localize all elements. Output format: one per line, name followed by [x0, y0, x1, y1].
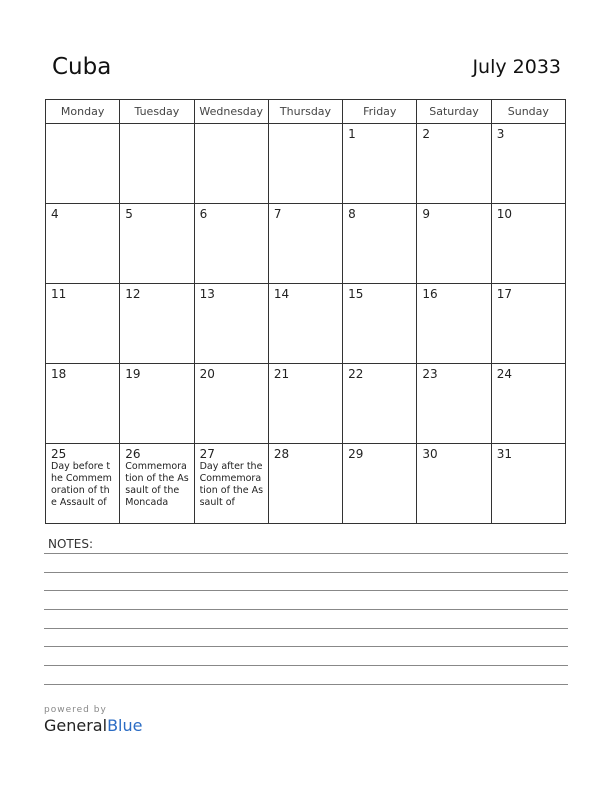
day-cell	[194, 204, 268, 284]
day-cell	[417, 204, 491, 284]
note-line	[44, 590, 568, 591]
day-cell	[194, 364, 268, 444]
day-number: 25	[51, 447, 67, 461]
day-cell	[343, 124, 417, 204]
calendar-grid	[45, 99, 566, 524]
brand-name	[44, 716, 142, 735]
weekday-header: Wednesday	[194, 100, 268, 124]
day-cell	[268, 444, 342, 524]
day-number: 7	[273, 207, 282, 221]
weekday-header-row	[46, 100, 566, 124]
day-cell	[120, 204, 194, 284]
powered-by-text: powered by	[44, 705, 107, 715]
day-number: 3	[496, 127, 505, 141]
day-number: 30	[422, 447, 438, 461]
day-number: 8	[348, 207, 356, 221]
week-row	[46, 204, 566, 284]
day-number: 11	[51, 287, 67, 301]
holiday-label: Day before the Commemoration of the Assault of	[51, 461, 112, 508]
day-number: 23	[422, 367, 438, 381]
day-number: 10	[496, 207, 512, 221]
brand-general: General	[44, 716, 108, 735]
day-cell	[417, 364, 491, 444]
day-number: 13	[199, 287, 215, 301]
day-cell	[417, 124, 491, 204]
day-number: 15	[348, 287, 364, 301]
day-number: 16	[422, 287, 438, 301]
day-cell	[268, 284, 342, 364]
day-cell	[417, 444, 491, 524]
note-line	[44, 609, 568, 610]
day-cell	[120, 284, 194, 364]
note-line	[44, 665, 568, 666]
weekday-header: Thursday	[268, 100, 342, 124]
country-title: Cuba	[52, 54, 112, 80]
day-number: 20	[199, 367, 215, 381]
day-number: 22	[348, 367, 364, 381]
week-row	[46, 364, 566, 444]
day-number: 17	[496, 287, 512, 301]
day-cell	[268, 124, 342, 204]
day-number: 5	[125, 207, 133, 221]
day-number: 12	[125, 287, 141, 301]
day-cell	[46, 204, 120, 284]
day-number: 26	[125, 447, 141, 461]
day-cell	[491, 284, 565, 364]
day-number: 31	[496, 447, 512, 461]
day-cell	[120, 364, 194, 444]
day-cell	[268, 364, 342, 444]
day-cell	[46, 124, 120, 204]
notes-label: NOTES:	[48, 537, 93, 551]
day-cell	[343, 364, 417, 444]
note-line	[44, 628, 568, 629]
day-cell	[120, 124, 194, 204]
day-cell	[491, 444, 565, 524]
day-cell	[194, 444, 268, 524]
day-number: 2	[422, 127, 431, 141]
brand-blue: Blue	[107, 716, 143, 735]
holiday-label: Day after the Commemoration of the Assault of	[199, 461, 264, 508]
weekday-header: Sunday	[491, 100, 565, 124]
day-cell	[268, 204, 342, 284]
day-number: 29	[348, 447, 364, 461]
day-number: 14	[273, 287, 290, 301]
day-cell	[343, 204, 417, 284]
day-number: 28	[273, 447, 290, 461]
day-cell	[417, 284, 491, 364]
day-number: 1	[348, 127, 356, 141]
day-number: 21	[273, 367, 290, 381]
day-cell	[120, 444, 194, 524]
day-number: 18	[51, 367, 67, 381]
day-cell	[491, 204, 565, 284]
day-number: 4	[51, 207, 59, 221]
week-row	[46, 444, 566, 524]
note-line	[44, 684, 568, 685]
weekday-header: Tuesday	[120, 100, 194, 124]
week-row	[46, 124, 566, 204]
day-number: 24	[496, 367, 512, 381]
day-number: 19	[125, 367, 141, 381]
day-number: 6	[199, 207, 208, 221]
note-line	[44, 572, 568, 573]
generalblue-logo	[44, 705, 142, 735]
day-cell	[343, 444, 417, 524]
weekday-header: Monday	[46, 100, 120, 124]
weekday-header: Friday	[343, 100, 417, 124]
day-number: 9	[422, 207, 431, 221]
day-cell	[491, 364, 565, 444]
day-number: 27	[199, 447, 215, 461]
day-cell	[46, 284, 120, 364]
day-cell	[194, 284, 268, 364]
month-title: July 2033	[472, 56, 561, 78]
note-line	[44, 646, 568, 647]
day-cell	[46, 364, 120, 444]
day-cell	[491, 124, 565, 204]
day-cell	[194, 124, 268, 204]
holiday-label: Commemoration of the Assault of the Moncada	[125, 461, 189, 508]
weekday-header: Saturday	[417, 100, 491, 124]
day-cell	[343, 284, 417, 364]
day-cell	[46, 444, 120, 524]
week-row	[46, 284, 566, 364]
note-line	[44, 553, 568, 554]
